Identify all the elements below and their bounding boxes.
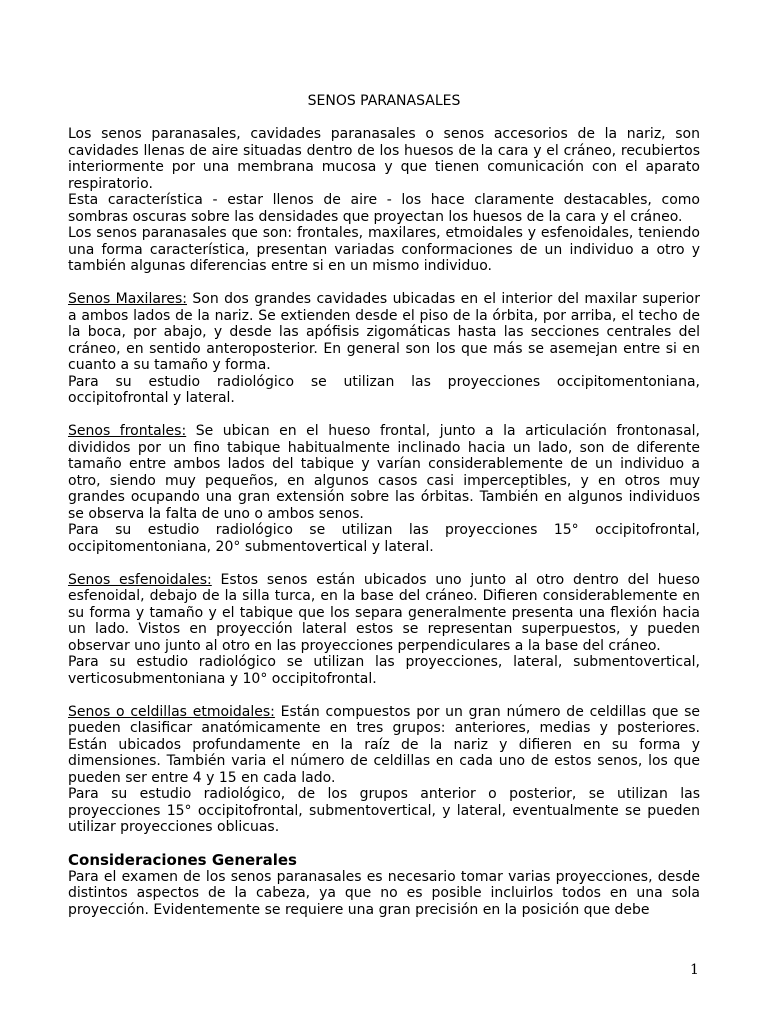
section-paragraph (68, 572, 700, 655)
section-study: Para su estudio radiológico se utilizan las proyecciones, lateral, submentovertical, verticosubmentoniana y 10° occipitofrontal. (68, 654, 700, 687)
section-senos-etmoidales (68, 704, 700, 836)
intro-paragraph: Esta característica - estar llenos de aire - los hace claramente destacables, como sombras oscuras sobre las densidades que proyectan los huesos de la cara y el cráneo. (68, 192, 700, 225)
section-senos-esfenoidales (68, 572, 700, 688)
document-body (68, 126, 700, 918)
section-text: Se ubican en el hueso frontal, junto a la articulación frontonasal, divididos por un fino tabique habitualmente inclinado hacia un lado, son de diferente tamaño entre ambos lados del tabique y varían considerablemente de un individuo a otro, siendo muy pequeños, en algunos casos casi imperceptibles, y en otros muy grandes ocupando una gran extensión sobre las órbitas. También en algunos individuos se observa la falta de uno o ambos senos. (68, 423, 700, 522)
section-senos-frontales (68, 423, 700, 555)
considerations-paragraph: Para el examen de los senos paranasales es necesario tomar varias proyecciones, desde distintos aspectos de la cabeza, ya que no es posible incluirlos todos en una sola proyección. Evidentemente se requiere una gran precisión en la posición que debe (68, 868, 700, 918)
section-text: Son dos grandes cavidades ubicadas en el interior del maxilar superior a ambos lados de la nariz. Se extienden desde el piso de la órbita, por arriba, el techo de la boca, por abajo, y desde las apófisis zigomáticas hasta las secciones centrales del cráneo, en sentido anteroposterior. En general son los que más se asemejan entre si en cuanto a su tamaño y forma. (68, 291, 700, 373)
section-study: Para su estudio radiológico, de los grupos anterior o posterior, se utilizan las proyecciones 15° occipitofrontal, submentovertical, y lateral, eventualmente se pueden utilizar proyecciones oblicuas. (68, 786, 700, 835)
section-paragraph (68, 704, 700, 787)
intro-paragraph: Los senos paranasales, cavidades paranasales o senos accesorios de la nariz, son cavidades llenas de aire situadas dentro de los huesos de la cara y el cráneo, recubiertos interiormente por una membrana mucosa y que tienen comunicación con el aparato respiratorio. (68, 126, 700, 192)
intro-paragraph: Los senos paranasales que son: frontales, maxilares, etmoidales y esfenoidales, teniendo una forma característica, presentan variadas conformaciones de un individuo a otro y también algunas diferencias entre si en un mismo individuo. (68, 225, 700, 274)
section-title: Senos esfenoidales: (68, 571, 212, 588)
section-study: Para su estudio radiológico se utilizan las proyecciones occipitomentoniana, occipitofrontal y lateral. (68, 373, 700, 406)
considerations-heading: Consideraciones Generales (68, 850, 297, 869)
intro-block (68, 126, 700, 275)
section-text: Estos senos están ubicados uno junto al otro dentro del hueso esfenoidal, debajo de la silla turca, en la base del cráneo. Difieren considerablemente en su forma y tamaño y el tabique que los separa generalmente presenta una flexión hacia un lado. Vistos en proyección lateral estos se representan superpuestos, y pueden observar uno junto al otro en las proyecciones perpendiculares a la base del cráneo. (68, 571, 701, 654)
section-title: Senos frontales: (68, 423, 187, 439)
section-senos-maxilares (68, 291, 700, 407)
page-number: 1 (690, 962, 699, 978)
section-paragraph (68, 291, 700, 374)
section-title: Senos o celdillas etmoidales: (68, 703, 275, 720)
section-text: Están compuestos por un gran número de celdillas que se pueden clasificar anatómicamente en tres grupos: anteriores, medias y posteriores. Están ubicados profundamente en la raíz de la nariz y difieren en su forma y dimensiones. También varia el número de celdillas en cada uno de estos senos, los que pueden ser entre 4 y 15 en cada lado. (68, 703, 701, 786)
section-title: Senos Maxilares: (68, 291, 187, 307)
document-title: SENOS PARANASALES (307, 93, 461, 109)
section-paragraph (68, 423, 700, 522)
section-study: Para su estudio radiológico se utilizan las proyecciones 15° occipitofrontal, occipitomentoniana, 20° submentovertical y lateral. (68, 522, 700, 555)
